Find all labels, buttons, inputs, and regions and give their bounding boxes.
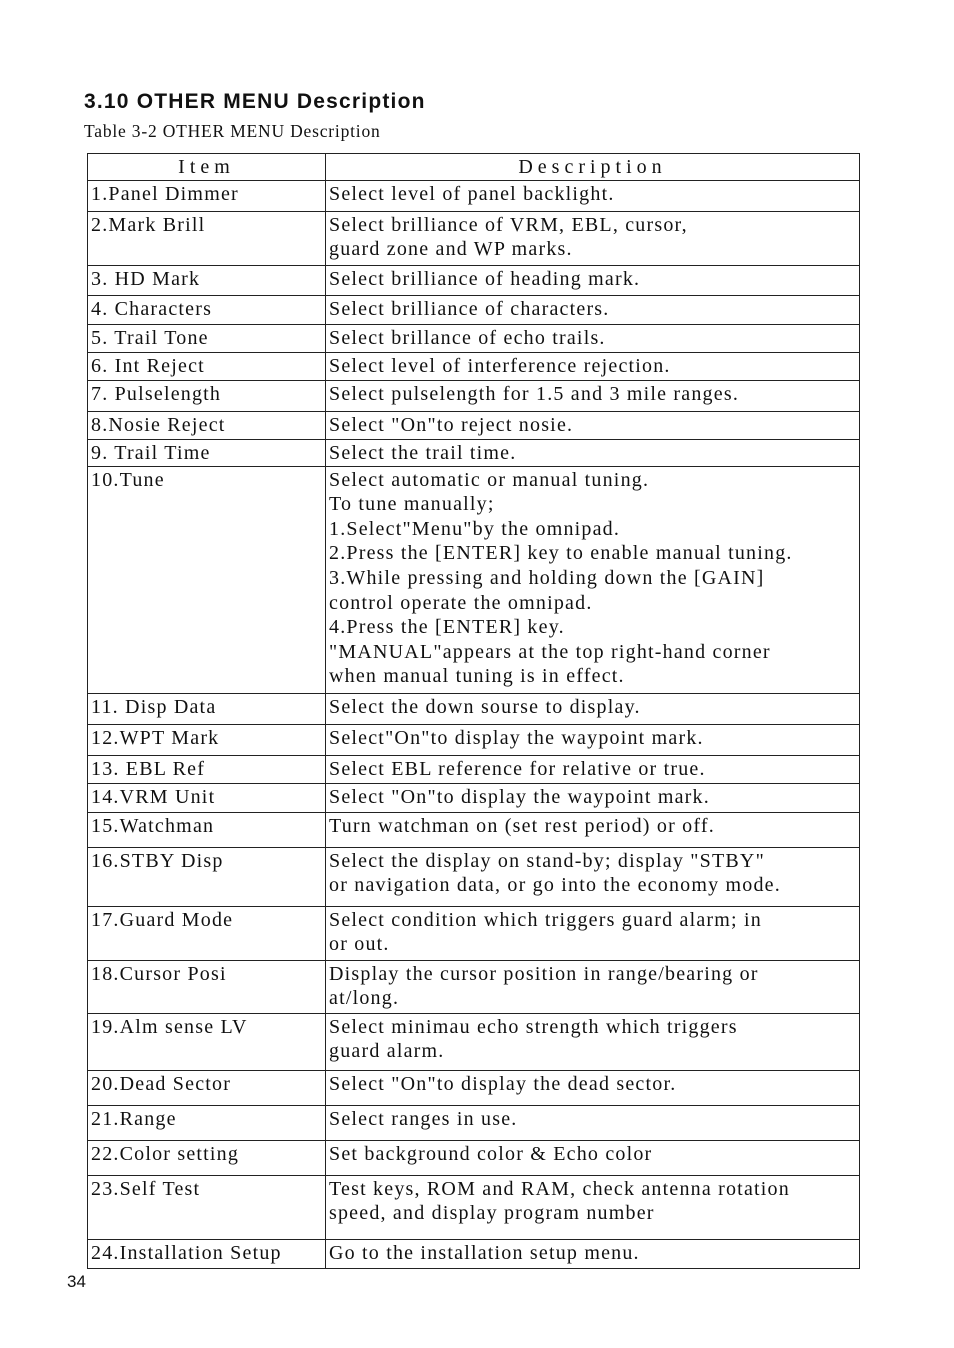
row-item: 16.STBY Disp (88, 847, 326, 906)
row-item: 20.Dead Sector (88, 1070, 326, 1105)
row-description: Select brilliance of heading mark. (326, 265, 860, 295)
row-description: Select brilliance of VRM, EBL, cursor, guard zone and WP marks. (326, 211, 860, 265)
table-row (88, 211, 860, 265)
row-description: Select level of interference rejection. (326, 352, 860, 380)
row-description: Select "On"to reject nosie. (326, 411, 860, 439)
row-description: Display the cursor position in range/bearing or at/long. (326, 960, 860, 1013)
page-number: 34 (67, 1272, 86, 1291)
header-description: Description (326, 154, 860, 181)
table-row (88, 693, 860, 724)
table-row (88, 812, 860, 847)
row-item: 5. Trail Tone (88, 324, 326, 352)
table-row (88, 439, 860, 466)
table-row (88, 1140, 860, 1175)
row-description: Select level of panel backlight. (326, 180, 860, 211)
row-item: 22.Color setting (88, 1140, 326, 1175)
table-row (88, 1013, 860, 1070)
row-description: Test keys, ROM and RAM, check antenna rotation speed, and display program number (326, 1175, 860, 1239)
row-item: 24.Installation Setup (88, 1239, 326, 1268)
row-description: Select brillance of echo trails. (326, 324, 860, 352)
row-item: 17.Guard Mode (88, 906, 326, 960)
row-description: Select brilliance of characters. (326, 295, 860, 324)
table-row (88, 847, 860, 906)
row-description: Select "On"to display the waypoint mark. (326, 783, 860, 812)
table-row (88, 1105, 860, 1140)
row-item: 23.Self Test (88, 1175, 326, 1239)
row-description: Select"On"to display the waypoint mark. (326, 724, 860, 755)
table-row (88, 1070, 860, 1105)
table-row (88, 466, 860, 693)
table-row (88, 755, 860, 783)
row-item: 18.Cursor Posi (88, 960, 326, 1013)
table-row (88, 783, 860, 812)
table-row (88, 265, 860, 295)
row-description: Select pulselength for 1.5 and 3 mile ranges. (326, 380, 860, 411)
table-row (88, 352, 860, 380)
table-row (88, 180, 860, 211)
table-row (88, 380, 860, 411)
table-row (88, 906, 860, 960)
row-item: 3. HD Mark (88, 265, 326, 295)
row-description: Select "On"to display the dead sector. (326, 1070, 860, 1105)
row-item: 14.VRM Unit (88, 783, 326, 812)
table-row (88, 411, 860, 439)
row-description: Turn watchman on (set rest period) or off. (326, 812, 860, 847)
header-item: Item (88, 154, 326, 181)
table-header-row (88, 154, 860, 181)
row-item: 21.Range (88, 1105, 326, 1140)
row-description: Select EBL reference for relative or true. (326, 755, 860, 783)
table-row (88, 324, 860, 352)
row-description: Select the trail time. (326, 439, 860, 466)
row-item: 1.Panel Dimmer (88, 180, 326, 211)
row-item: 11. Disp Data (88, 693, 326, 724)
row-item: 6. Int Reject (88, 352, 326, 380)
row-item: 13. EBL Ref (88, 755, 326, 783)
table-row (88, 960, 860, 1013)
row-item: 8.Nosie Reject (88, 411, 326, 439)
row-item: 10.Tune (88, 466, 326, 693)
row-description: Set background color & Echo color (326, 1140, 860, 1175)
table-row (88, 1175, 860, 1239)
row-description: Select condition which triggers guard alarm; in or out. (326, 906, 860, 960)
table-row (88, 1239, 860, 1268)
row-item: 12.WPT Mark (88, 724, 326, 755)
row-item: 4. Characters (88, 295, 326, 324)
row-item: 7. Pulselength (88, 380, 326, 411)
row-item: 15.Watchman (88, 812, 326, 847)
table-row (88, 724, 860, 755)
table-caption: Table 3-2 OTHER MENU Description (84, 121, 381, 141)
row-description: Select ranges in use. (326, 1105, 860, 1140)
other-menu-table (87, 153, 860, 1269)
row-description: Select minimau echo strength which triggers guard alarm. (326, 1013, 860, 1070)
row-description: Select automatic or manual tuning. To tune manually; 1.Select"Menu"by the omnipad. 2.Press the [ENTER] key to enable manual tuning. 3.While pressing and holding down the [GAIN] control operate the omnipad. 4.Press the [ENTER] key. "MANUAL"appears at the top right-hand corner when manual tuning is in effect. (326, 466, 860, 693)
table-row (88, 295, 860, 324)
row-item: 9. Trail Time (88, 439, 326, 466)
row-description: Go to the installation setup menu. (326, 1239, 860, 1268)
section-heading: 3.10 OTHER MENU Description (84, 90, 426, 113)
row-item: 19.Alm sense LV (88, 1013, 326, 1070)
row-description: Select the down sourse to display. (326, 693, 860, 724)
row-item: 2.Mark Brill (88, 211, 326, 265)
row-description: Select the display on stand-by; display "STBY" or navigation data, or go into the economy mode. (326, 847, 860, 906)
